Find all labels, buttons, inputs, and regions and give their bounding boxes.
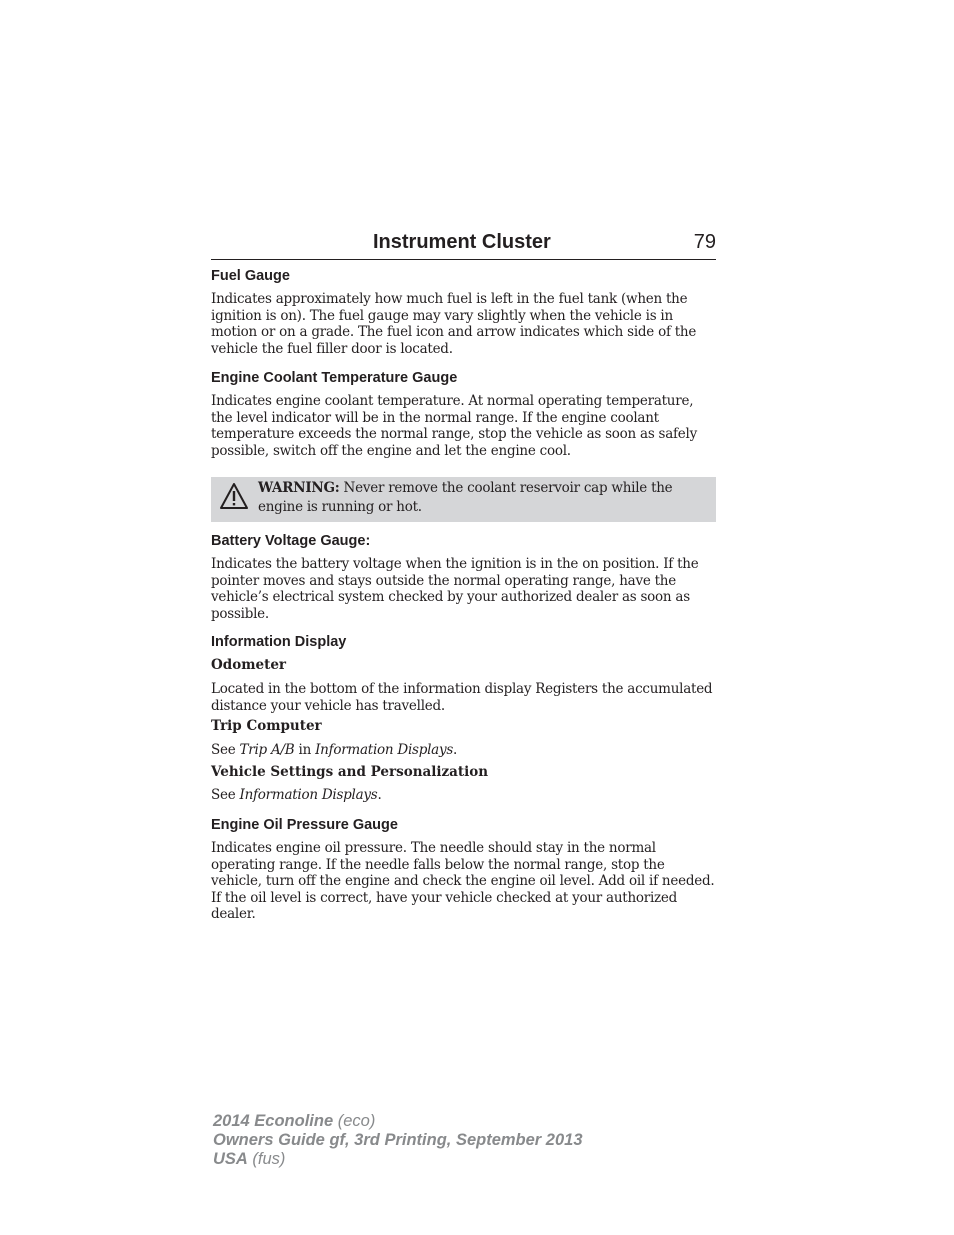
fuel-gauge-body: Indicates approximately how much fuel is left in the fuel tank (when the ignition is on). The fuel gauge may vary slightly when the vehicle is in motion or on a grade. The fuel icon and arrow indicates which side of the vehicle the fuel filler door is located. [211, 291, 697, 357]
vehicle-settings-body [211, 787, 716, 804]
trip-computer-heading: Trip Computer [211, 718, 322, 734]
page-number: 79 [693, 231, 716, 253]
oil-pressure-body: Indicates engine oil pressure. The needle should stay in the normal operating range. If the needle falls below the normal range, stop the vehicle, turn off the engine and check the engine oil level. Add oil if needed. If the oil level is correct, have your vehicle checked at your authorized dealer. [211, 840, 715, 922]
vehicle-see-text: See [211, 787, 240, 803]
fuel-gauge-heading: Fuel Gauge [211, 268, 290, 284]
trip-in-text: in [294, 742, 316, 758]
trip-end-text: . [453, 742, 458, 758]
battery-gauge-body: Indicates the battery voltage when the ignition is in the on position. If the pointer moves and stays outside the normal operating range, have the vehicle’s electrical system checked by your authorized dealer as soon as possible. [211, 556, 699, 622]
vehicle-settings-heading: Vehicle Settings and Personalization [211, 764, 489, 780]
footer-line-2 [213, 1131, 583, 1150]
odometer-heading: Odometer [211, 657, 287, 673]
warning-triangle-icon [219, 482, 249, 510]
oil-pressure-heading: Engine Oil Pressure Gauge [211, 817, 398, 833]
trip-see-text: See [211, 742, 240, 758]
warning-box [211, 477, 716, 522]
trip-computer-body [211, 742, 716, 759]
warning-text [258, 479, 708, 517]
battery-gauge-heading: Battery Voltage Gauge: [211, 533, 371, 549]
footer-market-code: (fus) [247, 1150, 286, 1168]
coolant-gauge-heading: Engine Coolant Temperature Gauge [211, 370, 458, 386]
page-header [211, 228, 716, 260]
warning-label: WARNING: [258, 480, 340, 496]
chapter-title: Instrument Cluster [373, 231, 551, 253]
footer-printing: Owners Guide gf, 3rd Printing, September 2013 [213, 1131, 583, 1149]
warning-message: Never remove the coolant reservoir cap while the engine is running or hot. [258, 480, 673, 515]
coolant-gauge-body: Indicates engine coolant temperature. At normal operating temperature, the level indicator will be in the normal range. If the engine coolant temperature exceeds the normal range, stop the vehicle as soon as safely possible, switch off the engine and let the engine cool. [211, 393, 697, 459]
footer-line-1 [213, 1112, 583, 1131]
page-footer [213, 1112, 583, 1169]
odometer-body: Located in the bottom of the information display Registers the accumulated distance your vehicle has travelled. [211, 681, 713, 714]
footer-model-code: (eco) [333, 1112, 376, 1130]
vehicle-information-displays-reference: Information Displays [239, 787, 378, 803]
footer-line-3 [213, 1150, 583, 1169]
vehicle-end-text: . [377, 787, 382, 803]
footer-model: 2014 Econoline [213, 1112, 334, 1130]
trip-ab-reference: Trip A/B [239, 742, 295, 758]
information-displays-reference: Information Displays [315, 742, 454, 758]
manual-page [211, 228, 716, 922]
information-display-heading: Information Display [211, 634, 347, 650]
footer-market: USA [213, 1150, 248, 1168]
